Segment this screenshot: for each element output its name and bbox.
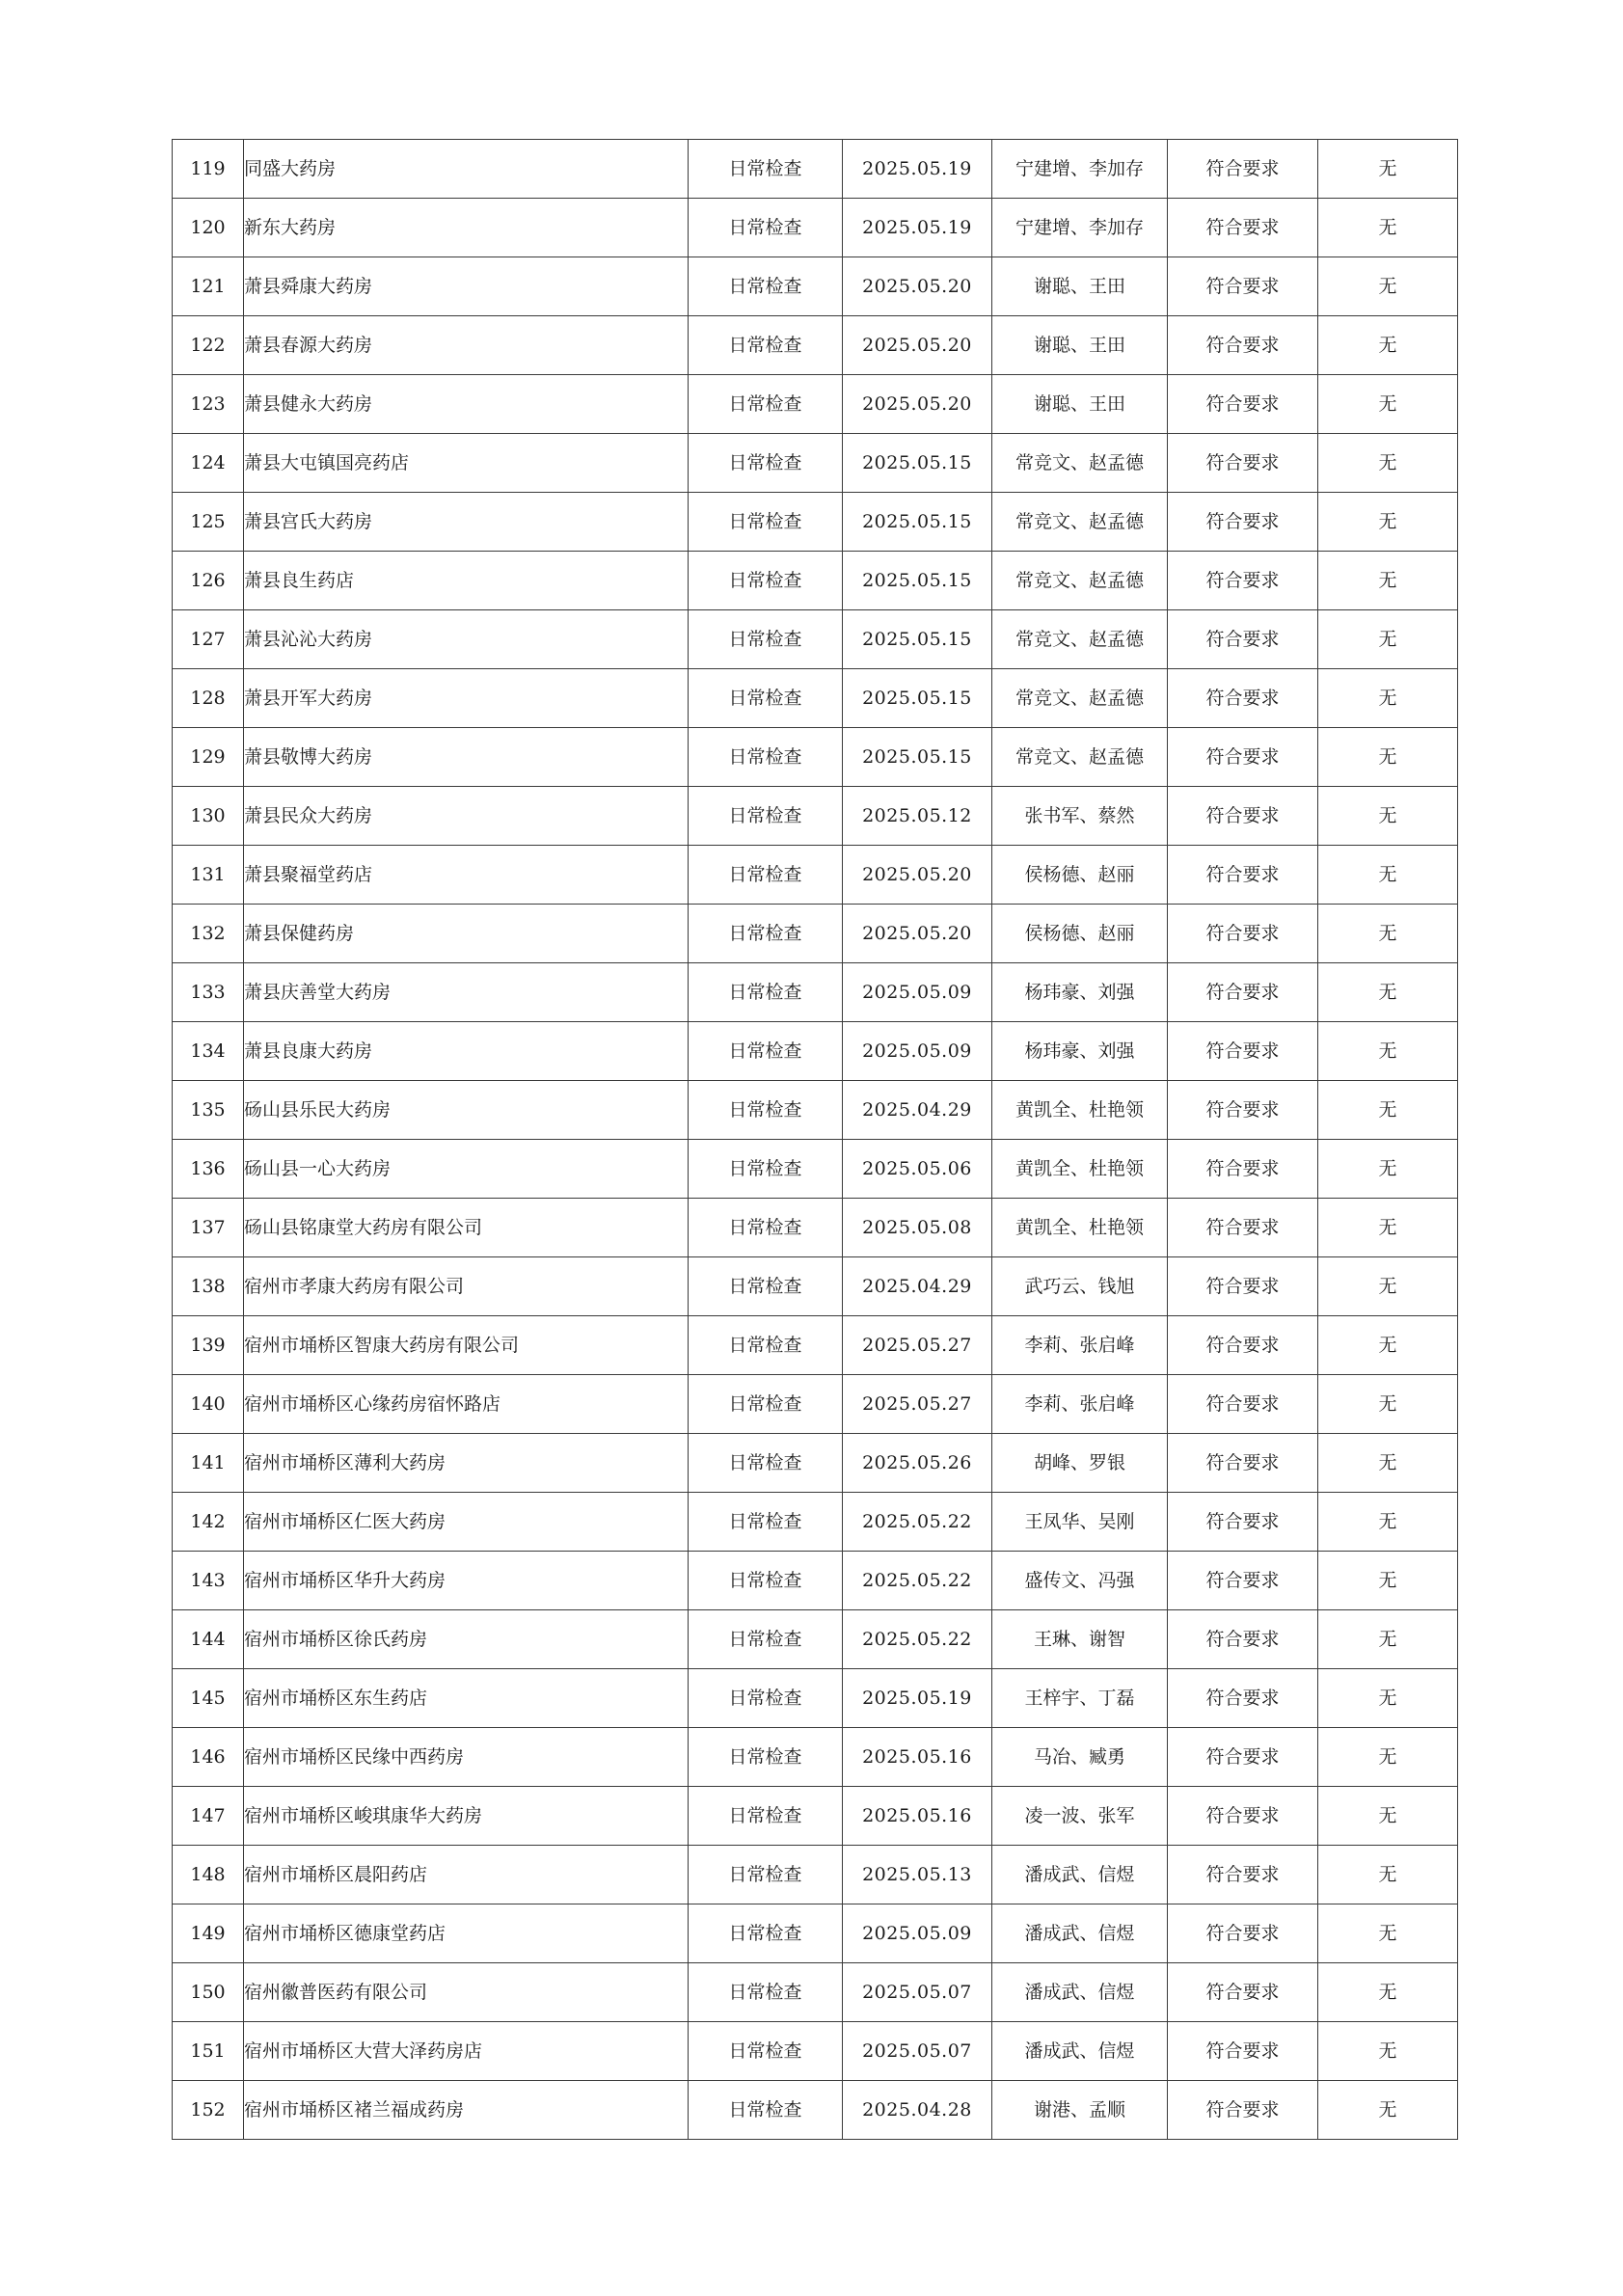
table-row [173, 905, 1458, 963]
inspection-result-cell: 符合要求 [1168, 787, 1318, 846]
issues-found-cell: 无 [1318, 1199, 1458, 1257]
pharmacy-name-cell: 宿州市埇桥区褚兰福成药房 [244, 2081, 689, 2140]
row-number-cell: 141 [173, 1434, 244, 1493]
inspection-date-cell: 2025.05.26 [843, 1434, 992, 1493]
row-number-cell: 128 [173, 669, 244, 728]
issues-found-cell: 无 [1318, 552, 1458, 610]
inspection-type-cell: 日常检查 [689, 316, 843, 375]
table-row [173, 963, 1458, 1022]
inspection-date-cell: 2025.05.20 [843, 316, 992, 375]
inspectors-cell: 宁建增、李加存 [992, 199, 1168, 257]
row-number-cell: 125 [173, 493, 244, 552]
issues-found-cell: 无 [1318, 669, 1458, 728]
issues-found-cell: 无 [1318, 1669, 1458, 1728]
pharmacy-name-cell: 宿州市埇桥区华升大药房 [244, 1552, 689, 1610]
pharmacy-name-cell: 萧县宫氏大药房 [244, 493, 689, 552]
inspectors-cell: 常竞文、赵孟德 [992, 728, 1168, 787]
inspectors-cell: 常竞文、赵孟德 [992, 610, 1168, 669]
table-row [173, 316, 1458, 375]
inspection-table [172, 139, 1458, 2140]
row-number-cell: 133 [173, 963, 244, 1022]
inspection-date-cell: 2025.05.20 [843, 905, 992, 963]
issues-found-cell: 无 [1318, 1316, 1458, 1375]
pharmacy-name-cell: 宿州市埇桥区晨阳药店 [244, 1846, 689, 1904]
issues-found-cell: 无 [1318, 375, 1458, 434]
table-row [173, 1846, 1458, 1904]
row-number-cell: 132 [173, 905, 244, 963]
inspection-type-cell: 日常检查 [689, 375, 843, 434]
row-number-cell: 134 [173, 1022, 244, 1081]
inspectors-cell: 李莉、张启峰 [992, 1375, 1168, 1434]
row-number-cell: 124 [173, 434, 244, 493]
pharmacy-name-cell: 宿州市埇桥区智康大药房有限公司 [244, 1316, 689, 1375]
inspection-date-cell: 2025.05.15 [843, 493, 992, 552]
inspection-date-cell: 2025.05.15 [843, 434, 992, 493]
issues-found-cell: 无 [1318, 728, 1458, 787]
issues-found-cell: 无 [1318, 787, 1458, 846]
pharmacy-name-cell: 宿州市埇桥区仁医大药房 [244, 1493, 689, 1552]
inspection-type-cell: 日常检查 [689, 905, 843, 963]
inspection-date-cell: 2025.05.16 [843, 1728, 992, 1787]
inspection-type-cell: 日常检查 [689, 846, 843, 905]
inspectors-cell: 武巧云、钱旭 [992, 1257, 1168, 1316]
inspection-result-cell: 符合要求 [1168, 1316, 1318, 1375]
table-row [173, 610, 1458, 669]
inspection-date-cell: 2025.04.29 [843, 1257, 992, 1316]
issues-found-cell: 无 [1318, 1846, 1458, 1904]
issues-found-cell: 无 [1318, 963, 1458, 1022]
inspection-date-cell: 2025.05.12 [843, 787, 992, 846]
issues-found-cell: 无 [1318, 1140, 1458, 1199]
inspectors-cell: 常竞文、赵孟德 [992, 669, 1168, 728]
issues-found-cell: 无 [1318, 1610, 1458, 1669]
inspection-result-cell: 符合要求 [1168, 905, 1318, 963]
inspection-result-cell: 符合要求 [1168, 1375, 1318, 1434]
pharmacy-name-cell: 萧县舜康大药房 [244, 257, 689, 316]
inspection-type-cell: 日常检查 [689, 1552, 843, 1610]
issues-found-cell: 无 [1318, 1728, 1458, 1787]
inspection-result-cell: 符合要求 [1168, 1904, 1318, 1963]
inspection-date-cell: 2025.05.22 [843, 1552, 992, 1610]
row-number-cell: 139 [173, 1316, 244, 1375]
inspection-type-cell: 日常检查 [689, 140, 843, 199]
pharmacy-name-cell: 萧县良生药店 [244, 552, 689, 610]
inspection-date-cell: 2025.05.16 [843, 1787, 992, 1846]
row-number-cell: 136 [173, 1140, 244, 1199]
row-number-cell: 131 [173, 846, 244, 905]
pharmacy-name-cell: 砀山县铭康堂大药房有限公司 [244, 1199, 689, 1257]
row-number-cell: 140 [173, 1375, 244, 1434]
inspection-type-cell: 日常检查 [689, 1199, 843, 1257]
issues-found-cell: 无 [1318, 199, 1458, 257]
inspection-date-cell: 2025.05.09 [843, 1904, 992, 1963]
inspection-result-cell: 符合要求 [1168, 846, 1318, 905]
inspection-type-cell: 日常检查 [689, 1375, 843, 1434]
inspectors-cell: 常竞文、赵孟德 [992, 493, 1168, 552]
row-number-cell: 122 [173, 316, 244, 375]
inspectors-cell: 侯杨德、赵丽 [992, 846, 1168, 905]
inspection-type-cell: 日常检查 [689, 787, 843, 846]
inspection-result-cell: 符合要求 [1168, 1199, 1318, 1257]
inspection-type-cell: 日常检查 [689, 493, 843, 552]
issues-found-cell: 无 [1318, 257, 1458, 316]
inspection-date-cell: 2025.05.09 [843, 1022, 992, 1081]
inspection-type-cell: 日常检查 [689, 552, 843, 610]
pharmacy-name-cell: 砀山县一心大药房 [244, 1140, 689, 1199]
row-number-cell: 129 [173, 728, 244, 787]
row-number-cell: 152 [173, 2081, 244, 2140]
row-number-cell: 150 [173, 1963, 244, 2022]
table-row [173, 140, 1458, 199]
row-number-cell: 147 [173, 1787, 244, 1846]
row-number-cell: 144 [173, 1610, 244, 1669]
inspection-result-cell: 符合要求 [1168, 610, 1318, 669]
inspection-result-cell: 符合要求 [1168, 552, 1318, 610]
inspection-date-cell: 2025.05.27 [843, 1375, 992, 1434]
inspection-type-cell: 日常检查 [689, 1316, 843, 1375]
issues-found-cell: 无 [1318, 1434, 1458, 1493]
inspection-type-cell: 日常检查 [689, 1669, 843, 1728]
inspectors-cell: 潘成武、信煜 [992, 1904, 1168, 1963]
table-row [173, 1787, 1458, 1846]
row-number-cell: 130 [173, 787, 244, 846]
inspection-type-cell: 日常检查 [689, 434, 843, 493]
inspection-result-cell: 符合要求 [1168, 375, 1318, 434]
inspection-type-cell: 日常检查 [689, 1140, 843, 1199]
issues-found-cell: 无 [1318, 1257, 1458, 1316]
pharmacy-name-cell: 宿州市埇桥区德康堂药店 [244, 1904, 689, 1963]
table-row [173, 1199, 1458, 1257]
row-number-cell: 126 [173, 552, 244, 610]
inspection-result-cell: 符合要求 [1168, 1552, 1318, 1610]
inspection-result-cell: 符合要求 [1168, 728, 1318, 787]
issues-found-cell: 无 [1318, 1787, 1458, 1846]
inspection-date-cell: 2025.05.13 [843, 1846, 992, 1904]
inspectors-cell: 张书军、蔡然 [992, 787, 1168, 846]
issues-found-cell: 无 [1318, 434, 1458, 493]
table-row [173, 199, 1458, 257]
table-row [173, 1140, 1458, 1199]
inspectors-cell: 凌一波、张军 [992, 1787, 1168, 1846]
inspection-result-cell: 符合要求 [1168, 1081, 1318, 1140]
pharmacy-name-cell: 萧县良康大药房 [244, 1022, 689, 1081]
row-number-cell: 135 [173, 1081, 244, 1140]
issues-found-cell: 无 [1318, 1375, 1458, 1434]
issues-found-cell: 无 [1318, 2022, 1458, 2081]
inspection-date-cell: 2025.05.22 [843, 1493, 992, 1552]
pharmacy-name-cell: 萧县敬博大药房 [244, 728, 689, 787]
pharmacy-name-cell: 宿州市埇桥区薄利大药房 [244, 1434, 689, 1493]
inspection-date-cell: 2025.05.27 [843, 1316, 992, 1375]
inspection-date-cell: 2025.05.20 [843, 846, 992, 905]
inspection-type-cell: 日常检查 [689, 257, 843, 316]
inspectors-cell: 侯杨德、赵丽 [992, 905, 1168, 963]
issues-found-cell: 无 [1318, 1493, 1458, 1552]
inspection-date-cell: 2025.05.07 [843, 2022, 992, 2081]
inspection-type-cell: 日常检查 [689, 1081, 843, 1140]
table-row [173, 1669, 1458, 1728]
inspection-result-cell: 符合要求 [1168, 669, 1318, 728]
pharmacy-name-cell: 萧县聚福堂药店 [244, 846, 689, 905]
pharmacy-name-cell: 萧县庆善堂大药房 [244, 963, 689, 1022]
inspectors-cell: 王琳、谢智 [992, 1610, 1168, 1669]
inspection-result-cell: 符合要求 [1168, 1610, 1318, 1669]
inspection-date-cell: 2025.05.20 [843, 257, 992, 316]
table-row [173, 1728, 1458, 1787]
pharmacy-name-cell: 宿州市埇桥区大营大泽药房店 [244, 2022, 689, 2081]
table-row [173, 1904, 1458, 1963]
inspection-result-cell: 符合要求 [1168, 493, 1318, 552]
row-number-cell: 149 [173, 1904, 244, 1963]
inspection-result-cell: 符合要求 [1168, 1669, 1318, 1728]
row-number-cell: 145 [173, 1669, 244, 1728]
inspection-type-cell: 日常检查 [689, 669, 843, 728]
row-number-cell: 148 [173, 1846, 244, 1904]
inspectors-cell: 潘成武、信煜 [992, 2022, 1168, 2081]
table-row [173, 257, 1458, 316]
pharmacy-name-cell: 新东大药房 [244, 199, 689, 257]
inspection-type-cell: 日常检查 [689, 1493, 843, 1552]
inspectors-cell: 谢聪、王田 [992, 375, 1168, 434]
inspectors-cell: 杨玮豪、刘强 [992, 1022, 1168, 1081]
inspectors-cell: 杨玮豪、刘强 [992, 963, 1168, 1022]
row-number-cell: 146 [173, 1728, 244, 1787]
inspection-result-cell: 符合要求 [1168, 963, 1318, 1022]
inspection-type-cell: 日常检查 [689, 1963, 843, 2022]
inspection-table-body [173, 140, 1458, 2140]
pharmacy-name-cell: 宿州市埇桥区心缘药房宿怀路店 [244, 1375, 689, 1434]
inspection-type-cell: 日常检查 [689, 1728, 843, 1787]
inspectors-cell: 李莉、张启峰 [992, 1316, 1168, 1375]
inspectors-cell: 常竞文、赵孟德 [992, 552, 1168, 610]
inspection-date-cell: 2025.05.19 [843, 140, 992, 199]
inspection-date-cell: 2025.05.15 [843, 610, 992, 669]
inspection-date-cell: 2025.04.28 [843, 2081, 992, 2140]
row-number-cell: 127 [173, 610, 244, 669]
pharmacy-name-cell: 宿州徽普医药有限公司 [244, 1963, 689, 2022]
inspection-type-cell: 日常检查 [689, 1257, 843, 1316]
issues-found-cell: 无 [1318, 1081, 1458, 1140]
issues-found-cell: 无 [1318, 1904, 1458, 1963]
inspection-result-cell: 符合要求 [1168, 257, 1318, 316]
pharmacy-name-cell: 宿州市埇桥区民缘中西药房 [244, 1728, 689, 1787]
inspectors-cell: 谢聪、王田 [992, 257, 1168, 316]
inspection-type-cell: 日常检查 [689, 1904, 843, 1963]
table-row [173, 1552, 1458, 1610]
row-number-cell: 120 [173, 199, 244, 257]
pharmacy-name-cell: 萧县大屯镇国亮药店 [244, 434, 689, 493]
issues-found-cell: 无 [1318, 1963, 1458, 2022]
inspection-result-cell: 符合要求 [1168, 1493, 1318, 1552]
inspection-result-cell: 符合要求 [1168, 1257, 1318, 1316]
inspection-result-cell: 符合要求 [1168, 1140, 1318, 1199]
inspectors-cell: 王梓宇、丁磊 [992, 1669, 1168, 1728]
table-row [173, 375, 1458, 434]
inspection-result-cell: 符合要求 [1168, 1963, 1318, 2022]
pharmacy-name-cell: 宿州市埇桥区峻琪康华大药房 [244, 1787, 689, 1846]
inspection-type-cell: 日常检查 [689, 1846, 843, 1904]
table-row [173, 434, 1458, 493]
pharmacy-name-cell: 萧县开军大药房 [244, 669, 689, 728]
inspection-date-cell: 2025.05.07 [843, 1963, 992, 2022]
inspection-result-cell: 符合要求 [1168, 1787, 1318, 1846]
table-row [173, 1022, 1458, 1081]
inspectors-cell: 黄凯全、杜艳领 [992, 1140, 1168, 1199]
table-row [173, 1963, 1458, 2022]
row-number-cell: 143 [173, 1552, 244, 1610]
table-row [173, 2081, 1458, 2140]
pharmacy-name-cell: 萧县民众大药房 [244, 787, 689, 846]
table-row [173, 1434, 1458, 1493]
table-row [173, 552, 1458, 610]
inspection-date-cell: 2025.05.15 [843, 669, 992, 728]
inspection-date-cell: 2025.05.19 [843, 199, 992, 257]
pharmacy-name-cell: 砀山县乐民大药房 [244, 1081, 689, 1140]
table-row [173, 1610, 1458, 1669]
inspection-date-cell: 2025.05.08 [843, 1199, 992, 1257]
inspection-type-cell: 日常检查 [689, 2081, 843, 2140]
inspectors-cell: 常竞文、赵孟德 [992, 434, 1168, 493]
pharmacy-name-cell: 宿州市埇桥区东生药店 [244, 1669, 689, 1728]
inspectors-cell: 宁建增、李加存 [992, 140, 1168, 199]
inspection-date-cell: 2025.05.15 [843, 552, 992, 610]
inspection-date-cell: 2025.05.09 [843, 963, 992, 1022]
issues-found-cell: 无 [1318, 316, 1458, 375]
inspection-type-cell: 日常检查 [689, 963, 843, 1022]
table-row [173, 787, 1458, 846]
inspection-date-cell: 2025.05.22 [843, 1610, 992, 1669]
issues-found-cell: 无 [1318, 1552, 1458, 1610]
table-row [173, 846, 1458, 905]
inspection-result-cell: 符合要求 [1168, 140, 1318, 199]
pharmacy-name-cell: 萧县健永大药房 [244, 375, 689, 434]
inspectors-cell: 潘成武、信煜 [992, 1846, 1168, 1904]
inspection-result-cell: 符合要求 [1168, 2081, 1318, 2140]
issues-found-cell: 无 [1318, 1022, 1458, 1081]
inspection-date-cell: 2025.05.20 [843, 375, 992, 434]
issues-found-cell: 无 [1318, 493, 1458, 552]
issues-found-cell: 无 [1318, 140, 1458, 199]
pharmacy-name-cell: 宿州市孝康大药房有限公司 [244, 1257, 689, 1316]
inspectors-cell: 谢港、孟顺 [992, 2081, 1168, 2140]
issues-found-cell: 无 [1318, 610, 1458, 669]
inspectors-cell: 谢聪、王田 [992, 316, 1168, 375]
row-number-cell: 121 [173, 257, 244, 316]
inspectors-cell: 胡峰、罗银 [992, 1434, 1168, 1493]
pharmacy-name-cell: 萧县春源大药房 [244, 316, 689, 375]
inspection-date-cell: 2025.05.06 [843, 1140, 992, 1199]
issues-found-cell: 无 [1318, 846, 1458, 905]
table-row [173, 1493, 1458, 1552]
inspectors-cell: 黄凯全、杜艳领 [992, 1199, 1168, 1257]
table-row [173, 493, 1458, 552]
issues-found-cell: 无 [1318, 905, 1458, 963]
pharmacy-name-cell: 同盛大药房 [244, 140, 689, 199]
inspection-result-cell: 符合要求 [1168, 316, 1318, 375]
table-row [173, 1316, 1458, 1375]
table-row [173, 728, 1458, 787]
inspection-result-cell: 符合要求 [1168, 1022, 1318, 1081]
table-row [173, 1257, 1458, 1316]
inspectors-cell: 马冶、臧勇 [992, 1728, 1168, 1787]
inspection-result-cell: 符合要求 [1168, 1434, 1318, 1493]
inspection-result-cell: 符合要求 [1168, 1728, 1318, 1787]
row-number-cell: 119 [173, 140, 244, 199]
row-number-cell: 138 [173, 1257, 244, 1316]
inspection-type-cell: 日常检查 [689, 610, 843, 669]
inspection-result-cell: 符合要求 [1168, 2022, 1318, 2081]
row-number-cell: 137 [173, 1199, 244, 1257]
inspection-type-cell: 日常检查 [689, 1022, 843, 1081]
inspection-result-cell: 符合要求 [1168, 1846, 1318, 1904]
inspection-type-cell: 日常检查 [689, 1434, 843, 1493]
inspection-type-cell: 日常检查 [689, 199, 843, 257]
table-row [173, 2022, 1458, 2081]
inspection-result-cell: 符合要求 [1168, 199, 1318, 257]
inspection-date-cell: 2025.05.15 [843, 728, 992, 787]
inspection-type-cell: 日常检查 [689, 1787, 843, 1846]
inspection-date-cell: 2025.05.19 [843, 1669, 992, 1728]
table-row [173, 669, 1458, 728]
table-row [173, 1375, 1458, 1434]
issues-found-cell: 无 [1318, 2081, 1458, 2140]
inspection-type-cell: 日常检查 [689, 2022, 843, 2081]
inspectors-cell: 盛传文、冯强 [992, 1552, 1168, 1610]
table-row [173, 1081, 1458, 1140]
inspectors-cell: 潘成武、信煜 [992, 1963, 1168, 2022]
inspectors-cell: 王凤华、吴刚 [992, 1493, 1168, 1552]
inspection-type-cell: 日常检查 [689, 728, 843, 787]
inspection-type-cell: 日常检查 [689, 1610, 843, 1669]
inspectors-cell: 黄凯全、杜艳领 [992, 1081, 1168, 1140]
pharmacy-name-cell: 宿州市埇桥区徐氏药房 [244, 1610, 689, 1669]
row-number-cell: 123 [173, 375, 244, 434]
inspection-result-cell: 符合要求 [1168, 434, 1318, 493]
row-number-cell: 142 [173, 1493, 244, 1552]
inspection-date-cell: 2025.04.29 [843, 1081, 992, 1140]
pharmacy-name-cell: 萧县保健药房 [244, 905, 689, 963]
pharmacy-name-cell: 萧县沁沁大药房 [244, 610, 689, 669]
row-number-cell: 151 [173, 2022, 244, 2081]
